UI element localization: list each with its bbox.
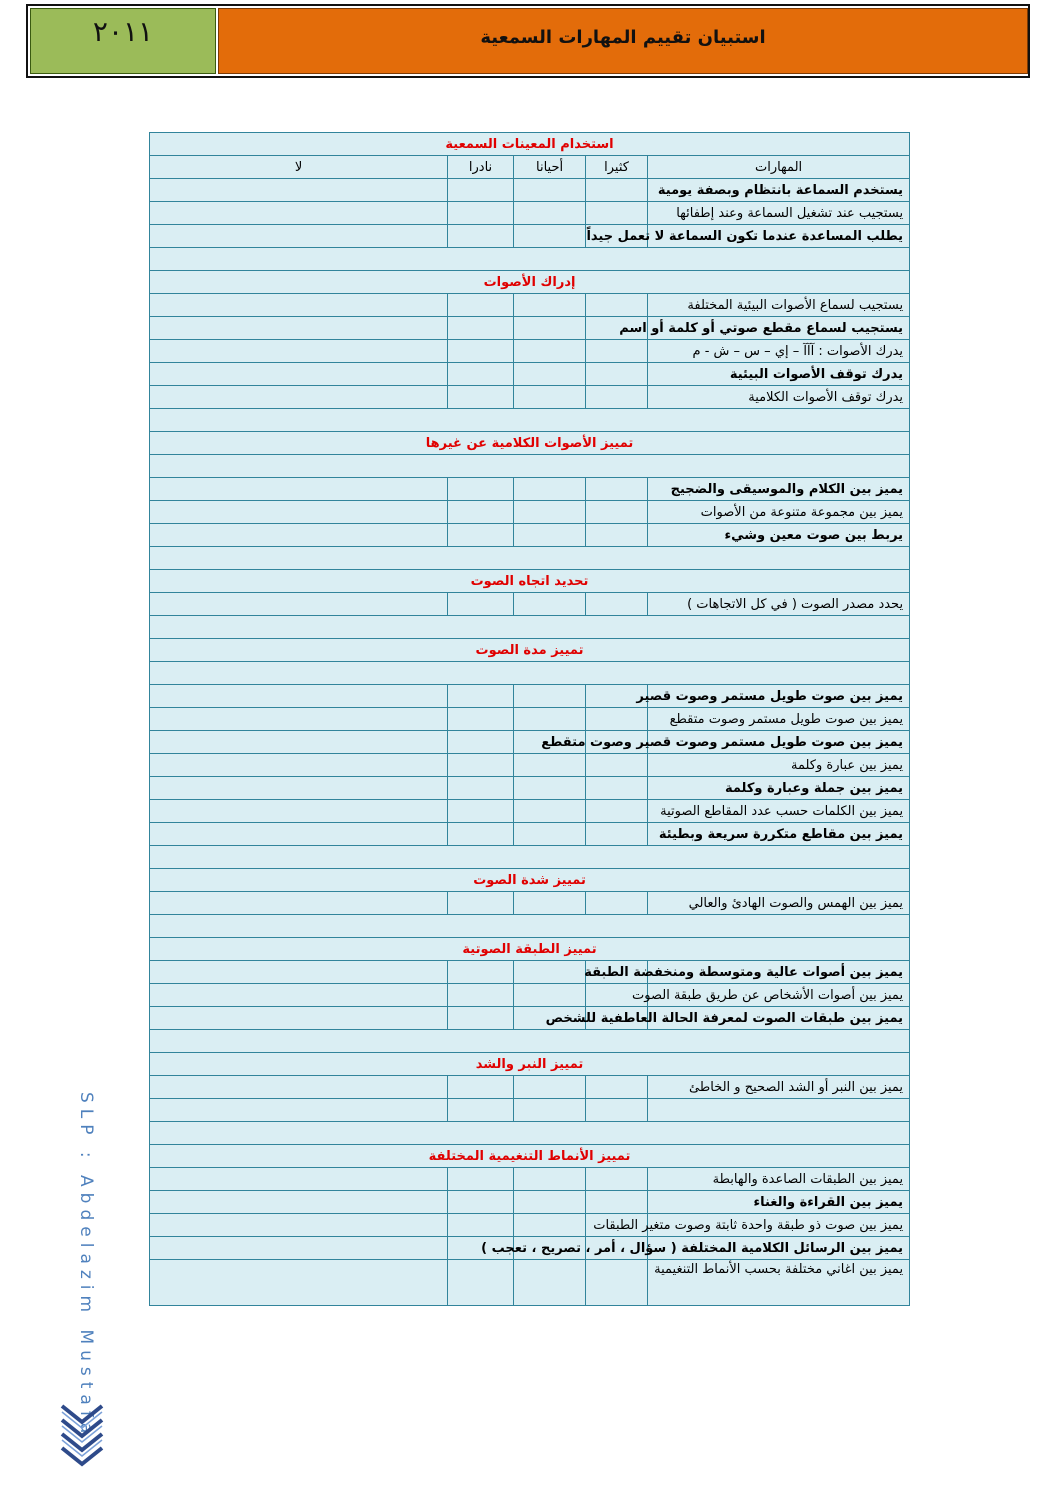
skill-text: يميز بين طبقات الصوت لمعرفة الحالة العاطفية للشخص bbox=[648, 1007, 910, 1030]
skill-text: يميز بين الرسائل الكلامية المختلفة ( سؤال ، أمر ، تصريح ، تعجب ) bbox=[648, 1237, 910, 1260]
rating-no-cell[interactable] bbox=[150, 386, 448, 409]
skill-text: يحدد مصدر الصوت ( في كل الاتجاهات ) bbox=[648, 593, 910, 616]
rating-no-cell[interactable] bbox=[150, 1168, 448, 1191]
rating-sometimes-cell[interactable] bbox=[514, 593, 586, 616]
skill-row bbox=[150, 1260, 910, 1306]
blank-cell bbox=[150, 662, 910, 685]
rating-often-cell[interactable] bbox=[586, 593, 648, 616]
year-cell bbox=[30, 8, 216, 74]
rating-no-cell[interactable] bbox=[150, 1099, 448, 1122]
rating-rarely-cell[interactable] bbox=[448, 593, 514, 616]
rating-often-cell[interactable] bbox=[586, 478, 648, 501]
rating-often-cell[interactable] bbox=[586, 501, 648, 524]
rating-no-cell[interactable] bbox=[150, 754, 448, 777]
skill-row bbox=[150, 294, 910, 317]
section-header-row bbox=[150, 938, 910, 961]
skill-row bbox=[150, 1076, 910, 1099]
rating-often-cell[interactable] bbox=[586, 823, 648, 846]
skill-row bbox=[150, 501, 910, 524]
rating-often-cell[interactable] bbox=[586, 1168, 648, 1191]
skill-row bbox=[150, 754, 910, 777]
page-title: استبيان تقييم المهارات السمعية bbox=[480, 27, 766, 48]
skill-row bbox=[150, 386, 910, 409]
rating-no-cell[interactable] bbox=[150, 984, 448, 1007]
skill-text: يميز بين الطبقات الصاعدة والهابطة bbox=[648, 1168, 910, 1191]
skill-row bbox=[150, 317, 910, 340]
rating-rarely-cell[interactable] bbox=[448, 1214, 514, 1237]
rating-rarely-cell[interactable] bbox=[448, 708, 514, 731]
rating-often-cell[interactable] bbox=[586, 1099, 648, 1122]
rating-rarely-cell[interactable] bbox=[448, 984, 514, 1007]
rating-rarely-cell[interactable] bbox=[448, 1007, 514, 1030]
rating-no-cell[interactable] bbox=[150, 317, 448, 340]
rating-often-cell[interactable] bbox=[586, 754, 648, 777]
blank-row bbox=[150, 455, 910, 478]
rating-no-cell[interactable] bbox=[150, 1076, 448, 1099]
column-header-row bbox=[150, 156, 910, 179]
rating-often-cell[interactable] bbox=[586, 800, 648, 823]
chevron-down-icon bbox=[58, 1400, 106, 1470]
blank-cell bbox=[150, 455, 910, 478]
skill-text: يميز بين صوت طويل مستمر وصوت قصير bbox=[648, 685, 910, 708]
rating-no-cell[interactable] bbox=[150, 478, 448, 501]
section-header-row bbox=[150, 1053, 910, 1076]
rating-sometimes-cell[interactable] bbox=[514, 708, 586, 731]
section-title: تمييز شدة الصوت bbox=[150, 869, 910, 892]
blank-row bbox=[150, 846, 910, 869]
blank-cell bbox=[150, 547, 910, 570]
rating-often-cell[interactable] bbox=[586, 294, 648, 317]
rating-sometimes-cell[interactable] bbox=[514, 777, 586, 800]
questionnaire-table bbox=[149, 132, 910, 1306]
rating-sometimes-cell[interactable] bbox=[514, 478, 586, 501]
skill-text: يستجيب لسماع مقطع صوتي أو كلمة أو اسم bbox=[648, 317, 910, 340]
rating-sometimes-cell[interactable] bbox=[514, 823, 586, 846]
skill-text: يميز بين صوت ذو طبقة واحدة ثابتة وصوت متغير الطبقات bbox=[648, 1214, 910, 1237]
often-column-header: كثيرا bbox=[586, 156, 648, 179]
rating-no-cell[interactable] bbox=[150, 1260, 448, 1306]
section-title: تمييز الأصوات الكلامية عن غيرها bbox=[150, 432, 910, 455]
skill-row bbox=[150, 892, 910, 915]
blank-row bbox=[150, 547, 910, 570]
skill-text: يميز بين مجموعة متنوعة من الأصوات bbox=[648, 501, 910, 524]
skill-row bbox=[150, 731, 910, 754]
section-title: تحديد اتجاه الصوت bbox=[150, 570, 910, 593]
skill-row bbox=[150, 708, 910, 731]
skill-row bbox=[150, 225, 910, 248]
rating-rarely-cell[interactable] bbox=[448, 777, 514, 800]
rating-sometimes-cell[interactable] bbox=[514, 340, 586, 363]
skill-row bbox=[150, 363, 910, 386]
skill-row bbox=[150, 478, 910, 501]
skill-text: يستخدم السماعة بانتظام وبصفة يومية bbox=[648, 179, 910, 202]
rating-sometimes-cell[interactable] bbox=[514, 386, 586, 409]
section-title: تمييز الأنماط التنغيمية المختلفة bbox=[150, 1145, 910, 1168]
rating-sometimes-cell[interactable] bbox=[514, 984, 586, 1007]
skill-row bbox=[150, 524, 910, 547]
section-title: تمييز النبر والشد bbox=[150, 1053, 910, 1076]
rating-no-cell[interactable] bbox=[150, 294, 448, 317]
skill-row bbox=[150, 1099, 910, 1122]
rating-often-cell[interactable] bbox=[586, 708, 648, 731]
rating-no-cell[interactable] bbox=[150, 1237, 448, 1260]
skill-text: يستجيب عند تشغيل السماعة وعند إطفائها bbox=[648, 202, 910, 225]
skill-row bbox=[150, 340, 910, 363]
rating-often-cell[interactable] bbox=[586, 1191, 648, 1214]
skill-text: يستجيب لسماع الأصوات البيئية المختلفة bbox=[648, 294, 910, 317]
section-title: استخدام المعينات السمعية bbox=[150, 133, 910, 156]
rating-often-cell[interactable] bbox=[586, 524, 648, 547]
rating-no-cell[interactable] bbox=[150, 1191, 448, 1214]
rating-no-cell[interactable] bbox=[150, 961, 448, 984]
rating-often-cell[interactable] bbox=[586, 179, 648, 202]
rating-often-cell[interactable] bbox=[586, 363, 648, 386]
section-header-row bbox=[150, 639, 910, 662]
rating-sometimes-cell[interactable] bbox=[514, 225, 586, 248]
skill-row bbox=[150, 777, 910, 800]
rating-no-cell[interactable] bbox=[150, 823, 448, 846]
rating-no-cell[interactable] bbox=[150, 501, 448, 524]
rating-no-cell[interactable] bbox=[150, 363, 448, 386]
skill-text: يميز بين صوت طويل مستمر وصوت قصير وصوت متقطع bbox=[648, 731, 910, 754]
rating-rarely-cell[interactable] bbox=[448, 386, 514, 409]
skill-text: يدرك الأصوات : آآآ – إي – س – ش - م bbox=[648, 340, 910, 363]
skill-text: يميز بين الهمس والصوت الهادئ والعالي bbox=[648, 892, 910, 915]
skill-text: يميز بين النبر أو الشد الصحيح و الخاطئ bbox=[648, 1076, 910, 1099]
rating-rarely-cell[interactable] bbox=[448, 524, 514, 547]
rating-no-cell[interactable] bbox=[150, 1214, 448, 1237]
rating-rarely-cell[interactable] bbox=[448, 363, 514, 386]
no-column-header: لا bbox=[150, 156, 448, 179]
blank-row bbox=[150, 662, 910, 685]
skill-text: يميز بين صوت طويل مستمر وصوت متقطع bbox=[648, 708, 910, 731]
rating-no-cell[interactable] bbox=[150, 1007, 448, 1030]
blank-cell bbox=[150, 616, 910, 639]
rating-sometimes-cell[interactable] bbox=[514, 685, 586, 708]
blank-row bbox=[150, 248, 910, 271]
skill-text: يدرك توقف الأصوات البيئية bbox=[648, 363, 910, 386]
rating-rarely-cell[interactable] bbox=[448, 179, 514, 202]
section-header-row bbox=[150, 1145, 910, 1168]
skill-row bbox=[150, 685, 910, 708]
skill-row bbox=[150, 1168, 910, 1191]
blank-row bbox=[150, 915, 910, 938]
rating-no-cell[interactable] bbox=[150, 179, 448, 202]
rating-no-cell[interactable] bbox=[150, 593, 448, 616]
rating-rarely-cell[interactable] bbox=[448, 1076, 514, 1099]
skills-column-header: المهارات bbox=[648, 156, 910, 179]
skill-row bbox=[150, 1007, 910, 1030]
rating-sometimes-cell[interactable] bbox=[514, 179, 586, 202]
rating-rarely-cell[interactable] bbox=[448, 225, 514, 248]
blank-cell bbox=[150, 409, 910, 432]
rating-sometimes-cell[interactable] bbox=[514, 1260, 586, 1306]
rating-often-cell[interactable] bbox=[586, 386, 648, 409]
rating-rarely-cell[interactable] bbox=[448, 202, 514, 225]
page-header bbox=[26, 4, 1030, 78]
skill-text: يميز بين القراءة والغناء bbox=[648, 1191, 910, 1214]
skill-row bbox=[150, 823, 910, 846]
blank-row bbox=[150, 1030, 910, 1053]
rating-rarely-cell[interactable] bbox=[448, 800, 514, 823]
skill-text: يميز بين الكلام والموسيقى والضجيج bbox=[648, 478, 910, 501]
rating-rarely-cell[interactable] bbox=[448, 754, 514, 777]
rating-sometimes-cell[interactable] bbox=[514, 1099, 586, 1122]
section-header-row bbox=[150, 570, 910, 593]
rating-sometimes-cell[interactable] bbox=[514, 294, 586, 317]
skill-row bbox=[150, 800, 910, 823]
skill-row bbox=[150, 179, 910, 202]
blank-row bbox=[150, 1122, 910, 1145]
skill-row bbox=[150, 202, 910, 225]
rating-no-cell[interactable] bbox=[150, 731, 448, 754]
section-title: تمييز مدة الصوت bbox=[150, 639, 910, 662]
rating-rarely-cell[interactable] bbox=[448, 892, 514, 915]
skill-text: يميز بين عبارة وكلمة bbox=[648, 754, 910, 777]
skill-text: يطلب المساعدة عندما تكون السماعة لا تعمل جيداً bbox=[648, 225, 910, 248]
section-title: تمييز الطبقة الصوتية bbox=[150, 938, 910, 961]
rating-sometimes-cell[interactable] bbox=[514, 1076, 586, 1099]
rating-sometimes-cell[interactable] bbox=[514, 1191, 586, 1214]
skill-text: يدرك توقف الأصوات الكلامية bbox=[648, 386, 910, 409]
section-title: إدراك الأصوات bbox=[150, 271, 910, 294]
blank-cell bbox=[150, 248, 910, 271]
title-cell bbox=[218, 8, 1028, 74]
rating-rarely-cell[interactable] bbox=[448, 1168, 514, 1191]
skill-text: يميز بين جملة وعبارة وكلمة bbox=[648, 777, 910, 800]
rating-often-cell[interactable] bbox=[586, 202, 648, 225]
blank-cell bbox=[150, 915, 910, 938]
rating-sometimes-cell[interactable] bbox=[514, 501, 586, 524]
year-text: ٢٠١١ bbox=[92, 15, 154, 48]
rating-rarely-cell[interactable] bbox=[448, 501, 514, 524]
vertical-watermark bbox=[76, 1092, 98, 1440]
rating-sometimes-cell[interactable] bbox=[514, 1168, 586, 1191]
sometimes-column-header: أحيانا bbox=[514, 156, 586, 179]
rating-sometimes-cell[interactable] bbox=[514, 363, 586, 386]
rating-rarely-cell[interactable] bbox=[448, 823, 514, 846]
rating-no-cell[interactable] bbox=[150, 777, 448, 800]
blank-cell bbox=[150, 1030, 910, 1053]
rating-no-cell[interactable] bbox=[150, 708, 448, 731]
rating-rarely-cell[interactable] bbox=[448, 961, 514, 984]
skill-row bbox=[150, 593, 910, 616]
rating-no-cell[interactable] bbox=[150, 800, 448, 823]
watermark-text: SLP : Abdelazim Mustafa bbox=[76, 1092, 96, 1440]
rating-often-cell[interactable] bbox=[586, 1076, 648, 1099]
rating-often-cell[interactable] bbox=[586, 777, 648, 800]
rating-sometimes-cell[interactable] bbox=[514, 1214, 586, 1237]
rating-no-cell[interactable] bbox=[150, 202, 448, 225]
rating-no-cell[interactable] bbox=[150, 340, 448, 363]
rating-sometimes-cell[interactable] bbox=[514, 524, 586, 547]
blank-row bbox=[150, 409, 910, 432]
rating-sometimes-cell[interactable] bbox=[514, 754, 586, 777]
rating-sometimes-cell[interactable] bbox=[514, 892, 586, 915]
rating-no-cell[interactable] bbox=[150, 225, 448, 248]
rating-rarely-cell[interactable] bbox=[448, 317, 514, 340]
skill-text bbox=[648, 1099, 910, 1122]
rating-rarely-cell[interactable] bbox=[448, 1099, 514, 1122]
rating-often-cell[interactable] bbox=[586, 1260, 648, 1306]
skill-row bbox=[150, 1191, 910, 1214]
skill-row bbox=[150, 1214, 910, 1237]
blank-row bbox=[150, 616, 910, 639]
rating-rarely-cell[interactable] bbox=[448, 478, 514, 501]
skill-text: يربط بين صوت معين وشيء bbox=[648, 524, 910, 547]
section-header-row bbox=[150, 133, 910, 156]
rating-rarely-cell[interactable] bbox=[448, 731, 514, 754]
rating-sometimes-cell[interactable] bbox=[514, 961, 586, 984]
rating-sometimes-cell[interactable] bbox=[514, 317, 586, 340]
rating-often-cell[interactable] bbox=[586, 892, 648, 915]
rarely-column-header: نادرا bbox=[448, 156, 514, 179]
rating-no-cell[interactable] bbox=[150, 524, 448, 547]
rating-rarely-cell[interactable] bbox=[448, 1191, 514, 1214]
section-header-row bbox=[150, 432, 910, 455]
blank-cell bbox=[150, 1122, 910, 1145]
rating-rarely-cell[interactable] bbox=[448, 1260, 514, 1306]
skill-text: يميز بين أصوات عالية ومتوسطة ومنخفضة الطبقة bbox=[648, 961, 910, 984]
rating-sometimes-cell[interactable] bbox=[514, 800, 586, 823]
rating-sometimes-cell[interactable] bbox=[514, 202, 586, 225]
skill-row bbox=[150, 961, 910, 984]
skill-text: يميز بين مقاطع متكررة سريعة وبطيئة bbox=[648, 823, 910, 846]
rating-rarely-cell[interactable] bbox=[448, 294, 514, 317]
rating-rarely-cell[interactable] bbox=[448, 685, 514, 708]
rating-often-cell[interactable] bbox=[586, 340, 648, 363]
skill-text: يميز بين الكلمات حسب عدد المقاطع الصوتية bbox=[648, 800, 910, 823]
rating-no-cell[interactable] bbox=[150, 685, 448, 708]
section-header-row bbox=[150, 869, 910, 892]
skill-row bbox=[150, 1237, 910, 1260]
skill-text: يميز بين اغاني مختلفة بحسب الأنماط التنغيمية bbox=[648, 1260, 910, 1306]
rating-rarely-cell[interactable] bbox=[448, 340, 514, 363]
skill-text: يميز بين أصوات الأشخاص عن طريق طبقة الصوت bbox=[648, 984, 910, 1007]
rating-no-cell[interactable] bbox=[150, 892, 448, 915]
section-header-row bbox=[150, 271, 910, 294]
blank-cell bbox=[150, 846, 910, 869]
skill-row bbox=[150, 984, 910, 1007]
